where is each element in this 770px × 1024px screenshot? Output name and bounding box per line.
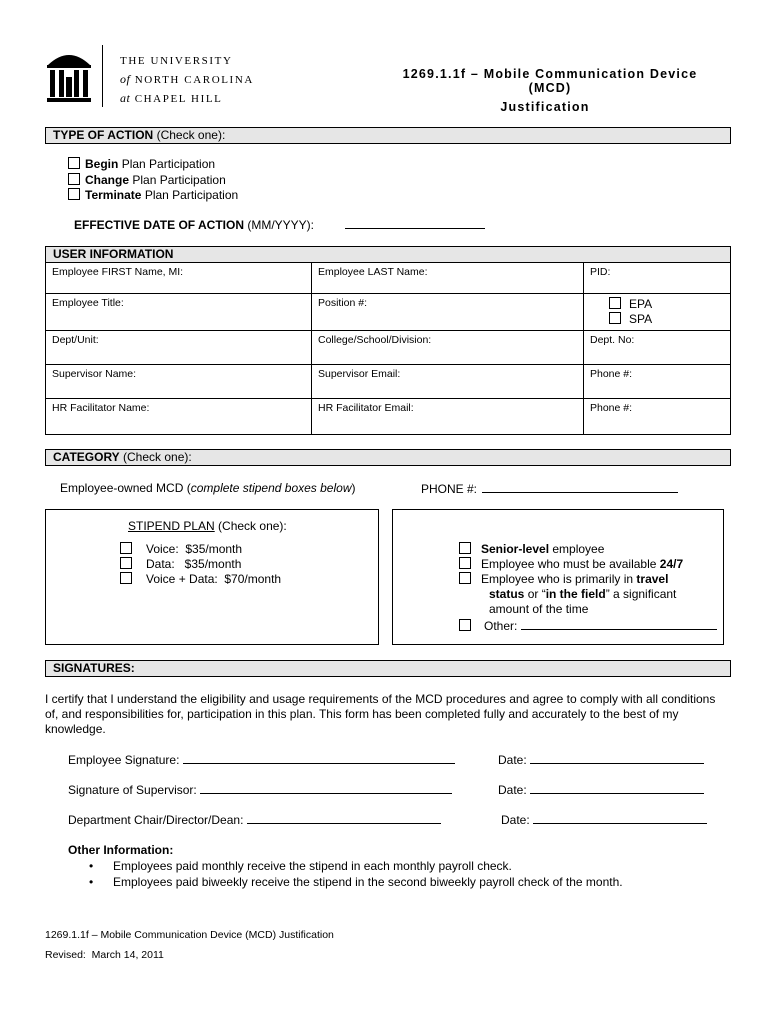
status-bold: status [489,587,525,601]
travel-amount [459,602,717,617]
stipend-data[interactable] [120,557,281,572]
supervisor-name-cell[interactable] [46,365,312,399]
category-phone-field[interactable] [482,481,678,493]
stipend-data-label: Data: $35/month [146,557,242,571]
user-info-header [45,246,731,263]
signatures-header [45,660,731,677]
travel-bold: travel [636,572,669,586]
hr-name-label: HR Facilitator Name: [52,402,150,414]
certify-text: I certify that I understand the eligibility and usage requirements of the MCD procedures and agree to comply with all conditions of, and responsibilities for, participation in this plan. This form has been completed fully and accurately to the best of my knowledge. [45,692,716,736]
dept-signature-label: Department Chair/Director/Dean: [68,813,244,827]
change-bold: Change [85,172,130,187]
stipend-voice-label: Voice: $35/month [146,542,243,556]
college-label: College/School/Division: [318,334,432,346]
checkbox-begin[interactable] [68,157,80,169]
phone-cell-2[interactable] [584,399,731,435]
dept-signature-row [68,812,441,827]
spa-option[interactable] [609,312,724,327]
dept-unit-label: Dept/Unit: [52,334,99,346]
category-header [45,449,731,466]
checkbox-spa[interactable] [609,312,621,324]
travel-text: Employee who is primarily in [481,572,634,586]
epa-spa-cell [584,294,731,331]
user-info-heading: USER INFORMATION [53,247,174,261]
spa-label: SPA [629,312,653,326]
stipend-voice[interactable] [120,542,281,557]
last-name-cell[interactable] [312,263,584,294]
hr-email-label: HR Facilitator Email: [318,402,414,414]
stipend-voice-data[interactable] [120,572,281,587]
category-heading: CATEGORY [53,450,120,464]
first-name-label: Employee FIRST Name, MI: [52,266,184,278]
supervisor-name-label: Supervisor Name: [52,368,137,380]
dept-date-label: Date: [501,813,530,827]
type-of-action-heading: TYPE OF ACTION [53,128,154,142]
begin-bold: Begin [85,157,119,171]
terminate-bold: Terminate [85,188,142,202]
employee-date-label: Date: [498,753,527,767]
epa-option[interactable] [609,297,724,312]
stipend-note: (Check one): [218,519,287,533]
bullet-item [68,858,623,874]
supervisor-date-row [498,782,704,797]
dept-date-row [501,812,707,827]
dept-signature-field[interactable] [247,812,441,824]
employee-title-label: Employee Title: [52,297,124,309]
type-of-action-header [45,127,731,144]
action-terminate[interactable] [68,188,238,204]
stipend-title-row [128,519,287,533]
bullet-icon: • [89,875,94,889]
mcd-note: complete stipend boxes below [190,481,352,495]
university-at: at [120,91,131,105]
category-phone-label: PHONE #: [421,482,478,496]
other-field[interactable] [521,618,717,630]
supervisor-signature-field[interactable] [200,782,452,794]
other-label: Other: [484,619,518,633]
university-of: of [120,72,131,86]
dept-unit-cell[interactable] [46,331,312,365]
option-travel[interactable] [459,572,717,587]
amount-text: amount of the time [489,602,589,616]
field-bold: in the field [545,587,606,601]
position-cell[interactable] [312,294,584,331]
option-other[interactable] [459,618,717,634]
last-name-label: Employee LAST Name: [318,266,428,278]
pid-cell[interactable] [584,263,731,294]
employee-date-row [498,752,704,767]
epa-label: EPA [629,297,653,311]
hr-email-cell[interactable] [312,399,584,435]
bullet-icon: • [89,859,94,873]
senior-rest: employee [552,542,605,556]
employee-date-field[interactable] [530,752,704,764]
other-info [68,842,623,890]
travel-continued [459,587,717,602]
dept-date-field[interactable] [533,812,707,824]
status-or: or “ [527,587,546,601]
checkbox-data[interactable] [120,557,132,569]
checkbox-change[interactable] [68,173,80,185]
university-logo [44,47,94,105]
dept-no-label: Dept. No: [590,334,635,346]
university-line-3: CHAPEL HILL [134,93,223,105]
bullet-text-biweekly: Employees paid biweekly receive the stipend in the second biweekly payroll check of the month. [113,875,623,889]
supervisor-date-label: Date: [498,783,527,797]
signatures-heading: SIGNATURES: [53,661,135,675]
checkbox-travel[interactable] [459,572,471,584]
supervisor-signature-row [68,782,452,797]
dept-no-cell[interactable] [584,331,731,365]
option-available[interactable] [459,557,717,572]
action-begin[interactable] [68,157,238,173]
university-name [120,52,254,108]
mcd-close: ) [351,481,356,495]
category-note: (Check one): [123,450,192,464]
user-info-table [45,262,731,435]
first-name-cell[interactable] [46,263,312,294]
checkbox-epa[interactable] [609,297,621,309]
available-bold: 24/7 [659,557,684,571]
logo-divider [102,45,103,107]
other-info-heading: Other Information: [68,843,174,857]
effective-date-label: EFFECTIVE DATE OF ACTION [74,218,244,232]
effective-date-row [74,217,485,232]
checkbox-other[interactable] [459,619,471,631]
change-rest: Plan Participation [132,172,226,187]
old-well-icon [44,47,94,105]
action-change[interactable] [68,173,238,189]
senior-bold: Senior-level [481,542,550,556]
supervisor-email-label: Supervisor Email: [318,368,401,380]
effective-date-field[interactable] [345,217,485,229]
mcd-label: Employee-owned MCD ( [60,481,191,495]
action-options [68,157,238,204]
employee-signature-row [68,752,455,767]
phone-row [421,481,678,496]
option-senior[interactable] [459,542,717,557]
position-label: Position #: [318,297,368,309]
title-line-1: 1269.1.1f – Mobile Communication Device (MCD) [402,67,698,95]
field-rest: ” a significant [605,587,677,601]
hr-name-cell[interactable] [46,399,312,435]
college-cell[interactable] [312,331,584,365]
university-line-2: NORTH CAROLINA [134,74,254,86]
bullet-item [68,874,623,890]
checkbox-available[interactable] [459,557,471,569]
employee-signature-field[interactable] [183,752,455,764]
checkbox-voice[interactable] [120,542,132,554]
supervisor-signature-label: Signature of Supervisor: [68,783,197,797]
eligibility-options [459,542,717,634]
checkbox-senior[interactable] [459,542,471,554]
phone-cell-1[interactable] [584,365,731,399]
supervisor-date-field[interactable] [530,782,704,794]
checkbox-terminate[interactable] [68,188,80,200]
stipend-title: STIPEND PLAN [128,519,215,533]
type-of-action-note: (Check one): [156,128,226,142]
page-title [380,67,720,114]
phone-label-1: Phone #: [590,368,633,380]
mcd-row [60,481,355,495]
pid-label: PID: [590,266,611,278]
begin-rest: Plan Participation [121,157,216,171]
terminate-rest: Plan Participation [144,188,239,202]
bullet-text-monthly: Employees paid monthly receive the stipend in each monthly payroll check. [113,859,512,873]
checkbox-voice-data[interactable] [120,572,132,584]
effective-date-format: (MM/YYYY): [247,218,315,232]
footer [45,925,334,965]
title-line-2: Justification [500,100,590,114]
footer-form-name: 1269.1.1f – Mobile Communication Device (MCD) Justification [45,929,334,941]
phone-label-2: Phone #: [590,402,633,414]
available-text: Employee who must be available [481,557,657,571]
supervisor-email-cell[interactable] [312,365,584,399]
employee-signature-label: Employee Signature: [68,753,180,767]
stipend-options [120,542,281,587]
footer-revised: Revised: March 14, 2011 [45,949,164,961]
title-cell[interactable] [46,294,312,331]
stipend-voice-data-label: Voice + Data: $70/month [146,572,282,586]
university-line-1: THE UNIVERSITY [120,55,233,67]
